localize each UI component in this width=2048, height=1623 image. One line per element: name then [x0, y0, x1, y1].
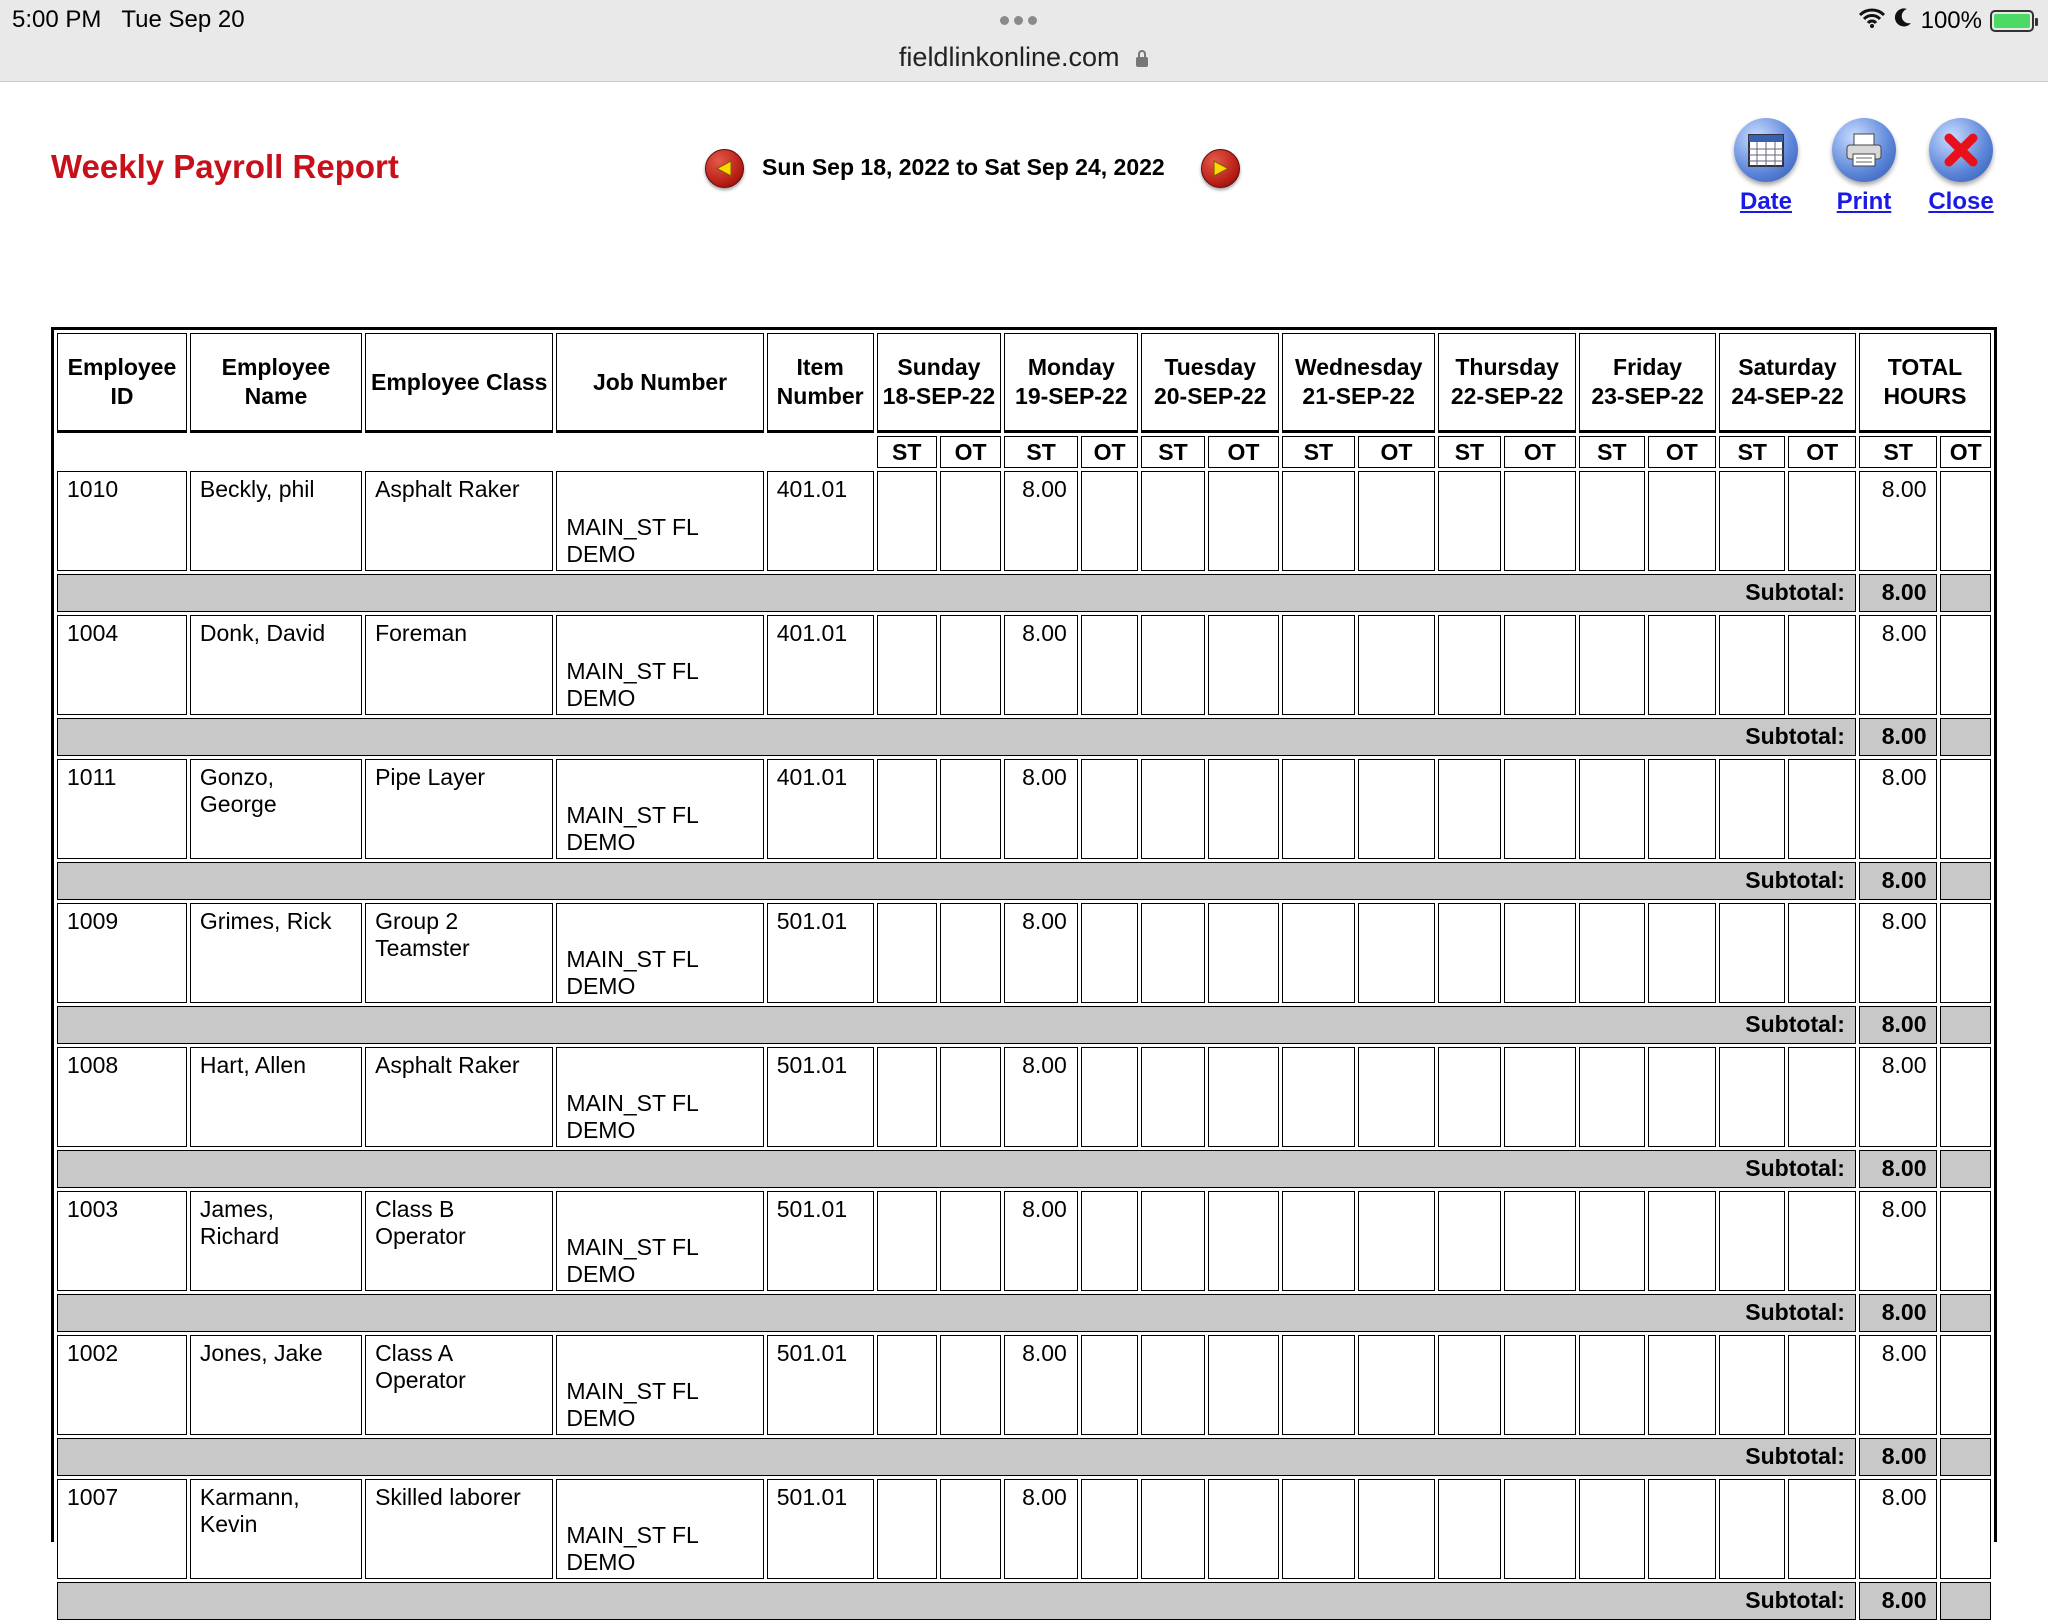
- subtotal-value: 8.00: [1859, 718, 1938, 756]
- col-total-hours: TOTAL HOURS: [1859, 333, 1991, 433]
- hours-cell: [940, 903, 1001, 1003]
- hours-cell: [1719, 1479, 1785, 1579]
- status-time: [12, 6, 245, 34]
- hours-cell: [1081, 903, 1138, 1003]
- subtotal-ot-value: [1940, 1438, 1991, 1476]
- header-row: [57, 333, 1991, 433]
- st-header: ST: [1141, 436, 1204, 468]
- employee-id-cell: 1004: [57, 615, 187, 715]
- table-row: [57, 1047, 1991, 1147]
- col-friday: Friday 23-SEP-22: [1579, 333, 1716, 433]
- hours-cell: [1504, 1191, 1577, 1291]
- col-wednesday: Wednesday 21-SEP-22: [1282, 333, 1435, 433]
- hours-cell: [1504, 759, 1577, 859]
- hours-cell: [1208, 1047, 1280, 1147]
- hours-cell: [1141, 1191, 1204, 1291]
- hours-cell: [1081, 1191, 1138, 1291]
- hours-cell: [1282, 471, 1354, 571]
- col-employee-id: Employee ID: [57, 333, 187, 433]
- printer-icon[interactable]: [1832, 118, 1896, 182]
- hours-cell: [1788, 1047, 1855, 1147]
- ot-header: OT: [940, 436, 1001, 468]
- col-item-number: Item Number: [767, 333, 874, 433]
- table-row: [57, 1191, 1991, 1291]
- hours-cell: [1141, 903, 1204, 1003]
- total-ot-cell: [1940, 1191, 1991, 1291]
- employee-class-cell: Asphalt Raker: [365, 471, 553, 571]
- employee-id-cell: 1008: [57, 1047, 187, 1147]
- employee-name-cell: Gonzo, George: [190, 759, 362, 859]
- employee-name-cell: Karmann, Kevin: [190, 1479, 362, 1579]
- job-number-cell: MAIN_ST FL DEMO: [556, 1191, 763, 1291]
- hours-cell: [1579, 471, 1644, 571]
- hours-cell: [1081, 471, 1138, 571]
- subtotal-value: 8.00: [1859, 862, 1938, 900]
- col-sunday: Sunday 18-SEP-22: [877, 333, 1002, 433]
- hours-cell: [1358, 903, 1436, 1003]
- col-employee-class: Employee Class: [365, 333, 553, 433]
- hours-cell: [1208, 759, 1280, 859]
- total-ot-cell: [1940, 471, 1991, 571]
- battery-percent: 100%: [1920, 7, 1982, 34]
- print-tool[interactable]: [1829, 118, 1899, 216]
- hours-cell: [1788, 471, 1855, 571]
- hours-cell: [1358, 1191, 1436, 1291]
- hours-cell: [1579, 1335, 1644, 1435]
- employee-id-cell: 1010: [57, 471, 187, 571]
- hours-cell: [877, 1191, 937, 1291]
- hours-cell: [1208, 1479, 1280, 1579]
- hours-cell: [1788, 1191, 1855, 1291]
- subtotal-ot-value: [1940, 1150, 1991, 1188]
- col-thursday: Thursday 22-SEP-22: [1438, 333, 1576, 433]
- hours-cell: [877, 471, 937, 571]
- hours-cell: [1081, 615, 1138, 715]
- col-job-number: Job Number: [556, 333, 763, 433]
- employee-class-cell: Group 2 Teamster: [365, 903, 553, 1003]
- payroll-table: [51, 327, 1997, 1613]
- total-ot-cell: [1940, 903, 1991, 1003]
- hours-cell: [1282, 615, 1354, 715]
- subtotal-ot-value: [1940, 1294, 1991, 1332]
- table-body: [57, 471, 1991, 1620]
- employee-id-cell: 1007: [57, 1479, 187, 1579]
- hours-cell: [940, 1191, 1001, 1291]
- hours-cell: [1208, 903, 1280, 1003]
- hours-cell: [1081, 759, 1138, 859]
- hours-cell: [1648, 1335, 1716, 1435]
- subtotal-ot-value: [1940, 1582, 1991, 1620]
- employee-name-cell: Jones, Jake: [190, 1335, 362, 1435]
- hours-cell: [1282, 759, 1354, 859]
- ot-header: OT: [1504, 436, 1577, 468]
- subtotal-row: [57, 1294, 1991, 1332]
- hours-cell: [1141, 1047, 1204, 1147]
- hours-cell: [1141, 615, 1204, 715]
- hours-cell: [1208, 1335, 1280, 1435]
- subtotal-row: [57, 1150, 1991, 1188]
- employee-name-cell: Donk, David: [190, 615, 362, 715]
- date-link[interactable]: Date: [1739, 188, 1793, 215]
- hours-cell: [1579, 1479, 1644, 1579]
- page-title: Weekly Payroll Report: [51, 148, 399, 185]
- subtotal-ot-value: [1940, 718, 1991, 756]
- total-ot-cell: [1940, 615, 1991, 715]
- hours-cell: [1438, 1047, 1500, 1147]
- browser-top-bar: [0, 0, 2048, 82]
- hours-cell: [1579, 903, 1644, 1003]
- total-st-cell: 8.00: [1859, 471, 1938, 571]
- employee-class-cell: Skilled laborer: [365, 1479, 553, 1579]
- hours-cell: [1282, 1479, 1354, 1579]
- hours-cell: [1358, 471, 1436, 571]
- hours-cell: [1648, 903, 1716, 1003]
- hours-cell: [1438, 1335, 1500, 1435]
- hours-cell: [1719, 759, 1785, 859]
- col-employee-name: Employee Name: [190, 333, 362, 433]
- print-link[interactable]: Print: [1836, 188, 1892, 215]
- total-ot-cell: [1940, 1047, 1991, 1147]
- hours-cell: [1579, 1047, 1644, 1147]
- hours-cell: [940, 759, 1001, 859]
- st-header: ST: [1859, 436, 1938, 468]
- subtotal-row: [57, 1006, 1991, 1044]
- hours-cell: [1282, 1191, 1354, 1291]
- monday-st-cell: 8.00: [1004, 903, 1078, 1003]
- col-monday: Monday 19-SEP-22: [1004, 333, 1138, 433]
- table-row: [57, 903, 1991, 1003]
- hours-cell: [1504, 903, 1577, 1003]
- item-number-cell: 401.01: [767, 615, 874, 715]
- arrow-left-icon: [712, 156, 737, 181]
- hours-cell: [1719, 1191, 1785, 1291]
- item-number-cell: 501.01: [767, 903, 874, 1003]
- wifi-icon: [1859, 7, 1885, 35]
- previous-week-button[interactable]: [705, 149, 744, 188]
- subtotal-row: [57, 862, 1991, 900]
- hours-cell: [1141, 1335, 1204, 1435]
- subtotal-value: 8.00: [1859, 574, 1938, 612]
- url-text[interactable]: fieldlinkonline.com: [898, 42, 1120, 72]
- subtotal-row: [57, 1582, 1991, 1620]
- hours-cell: [1719, 903, 1785, 1003]
- st-header: ST: [1282, 436, 1354, 468]
- subtotal-ot-value: [1940, 862, 1991, 900]
- subtotal-value: 8.00: [1859, 1006, 1938, 1044]
- employee-name-cell: Beckly, phil: [190, 471, 362, 571]
- employee-id-cell: 1009: [57, 903, 187, 1003]
- st-header: ST: [1438, 436, 1500, 468]
- hours-cell: [1504, 1335, 1577, 1435]
- close-tool[interactable]: [1926, 118, 1996, 216]
- hours-cell: [877, 903, 937, 1003]
- employee-class-cell: Class A Operator: [365, 1335, 553, 1435]
- ot-header: OT: [1358, 436, 1436, 468]
- ot-header: OT: [1648, 436, 1716, 468]
- status-indicators: [1859, 6, 2034, 36]
- item-number-cell: 501.01: [767, 1047, 874, 1147]
- total-st-cell: 8.00: [1859, 759, 1938, 859]
- employee-class-cell: Class B Operator: [365, 1191, 553, 1291]
- item-number-cell: 401.01: [767, 471, 874, 571]
- job-number-cell: MAIN_ST FL DEMO: [556, 759, 763, 859]
- st-ot-spacer: [57, 436, 874, 468]
- calendar-icon[interactable]: [1734, 118, 1798, 182]
- hours-cell: [1579, 1191, 1644, 1291]
- subtotal-row: [57, 1438, 1991, 1476]
- hours-cell: [1719, 615, 1785, 715]
- table-row: [57, 615, 1991, 715]
- employee-id-cell: 1003: [57, 1191, 187, 1291]
- hours-cell: [877, 1047, 937, 1147]
- job-number-cell: MAIN_ST FL DEMO: [556, 903, 763, 1003]
- close-link[interactable]: Close: [1928, 188, 1994, 215]
- hours-cell: [1141, 471, 1204, 571]
- hours-cell: [1358, 1335, 1436, 1435]
- hours-cell: [1208, 471, 1280, 571]
- job-number-cell: MAIN_ST FL DEMO: [556, 615, 763, 715]
- ot-header: OT: [1788, 436, 1855, 468]
- table-row: [57, 471, 1991, 571]
- hours-cell: [940, 1335, 1001, 1435]
- subtotal-label: Subtotal:: [57, 1150, 1856, 1188]
- battery-icon: [1990, 10, 2034, 32]
- date-range: Sun Sep 18, 2022 to Sat Sep 24, 2022: [762, 154, 1165, 180]
- job-number-cell: MAIN_ST FL DEMO: [556, 471, 763, 571]
- hours-cell: [1282, 1047, 1354, 1147]
- hours-cell: [1788, 759, 1855, 859]
- hours-cell: [940, 1047, 1001, 1147]
- job-number-cell: MAIN_ST FL DEMO: [556, 1335, 763, 1435]
- total-st-cell: 8.00: [1859, 615, 1938, 715]
- arrow-right-icon: [1208, 156, 1233, 181]
- next-week-button[interactable]: [1201, 149, 1240, 188]
- hours-cell: [877, 1335, 937, 1435]
- ot-header: OT: [1940, 436, 1991, 468]
- hours-cell: [1438, 615, 1500, 715]
- employee-name-cell: Hart, Allen: [190, 1047, 362, 1147]
- hours-cell: [1438, 903, 1500, 1003]
- hours-cell: [1579, 759, 1644, 859]
- hours-cell: [1358, 615, 1436, 715]
- subtotal-label: Subtotal:: [57, 1294, 1856, 1332]
- monday-st-cell: 8.00: [1004, 1479, 1078, 1579]
- ot-header: OT: [1081, 436, 1138, 468]
- total-st-cell: 8.00: [1859, 1479, 1938, 1579]
- hours-cell: [1504, 615, 1577, 715]
- hours-cell: [1282, 1335, 1354, 1435]
- total-st-cell: 8.00: [1859, 903, 1938, 1003]
- monday-st-cell: 8.00: [1004, 1335, 1078, 1435]
- hours-cell: [1358, 1047, 1436, 1147]
- monday-st-cell: 8.00: [1004, 471, 1078, 571]
- employee-class-cell: Asphalt Raker: [365, 1047, 553, 1147]
- st-header: ST: [1719, 436, 1785, 468]
- hours-cell: [1282, 903, 1354, 1003]
- payroll-grid: [54, 330, 1994, 1623]
- hours-cell: [1141, 759, 1204, 859]
- multitasking-dots-icon[interactable]: [1000, 12, 1048, 36]
- monday-st-cell: 8.00: [1004, 759, 1078, 859]
- table-row: [57, 1479, 1991, 1579]
- hours-cell: [1648, 471, 1716, 571]
- hours-cell: [1788, 1479, 1855, 1579]
- employee-id-cell: 1011: [57, 759, 187, 859]
- hours-cell: [1719, 1335, 1785, 1435]
- subtotal-label: Subtotal:: [57, 718, 1856, 756]
- hours-cell: [1648, 1479, 1716, 1579]
- subtotal-value: 8.00: [1859, 1294, 1938, 1332]
- total-ot-cell: [1940, 1479, 1991, 1579]
- status-date: Tue Sep 20: [121, 6, 245, 33]
- hours-cell: [1719, 471, 1785, 571]
- employee-class-cell: Pipe Layer: [365, 759, 553, 859]
- monday-st-cell: 8.00: [1004, 1047, 1078, 1147]
- total-st-cell: 8.00: [1859, 1047, 1938, 1147]
- hours-cell: [1788, 903, 1855, 1003]
- st-header: ST: [1004, 436, 1078, 468]
- job-number-cell: MAIN_ST FL DEMO: [556, 1047, 763, 1147]
- subtotal-row: [57, 718, 1991, 756]
- table-row: [57, 759, 1991, 859]
- hours-cell: [1081, 1047, 1138, 1147]
- hours-cell: [1504, 1047, 1577, 1147]
- total-ot-cell: [1940, 1335, 1991, 1435]
- employee-class-cell: Foreman: [365, 615, 553, 715]
- hours-cell: [1648, 1191, 1716, 1291]
- hours-cell: [940, 615, 1001, 715]
- status-clock: 5:00 PM: [12, 6, 102, 33]
- total-st-cell: 8.00: [1859, 1191, 1938, 1291]
- col-tuesday: Tuesday 20-SEP-22: [1141, 333, 1279, 433]
- subtotal-label: Subtotal:: [57, 862, 1856, 900]
- item-number-cell: 501.01: [767, 1335, 874, 1435]
- hours-cell: [1438, 1191, 1500, 1291]
- total-st-cell: 8.00: [1859, 1335, 1938, 1435]
- hours-cell: [1081, 1479, 1138, 1579]
- item-number-cell: 501.01: [767, 1191, 874, 1291]
- monday-st-cell: 8.00: [1004, 615, 1078, 715]
- hours-cell: [1358, 759, 1436, 859]
- hours-cell: [1208, 1191, 1280, 1291]
- hours-cell: [1788, 615, 1855, 715]
- hours-cell: [1504, 1479, 1577, 1579]
- table-row: [57, 1335, 1991, 1435]
- hours-cell: [1358, 1479, 1436, 1579]
- st-header: ST: [1579, 436, 1644, 468]
- st-ot-header-row: [57, 436, 1991, 468]
- hours-cell: [1141, 1479, 1204, 1579]
- moon-icon: [1893, 7, 1913, 36]
- hours-cell: [1081, 1335, 1138, 1435]
- hours-cell: [1208, 615, 1280, 715]
- monday-st-cell: 8.00: [1004, 1191, 1078, 1291]
- hours-cell: [1648, 1047, 1716, 1147]
- hours-cell: [940, 1479, 1001, 1579]
- hours-cell: [1719, 1047, 1785, 1147]
- hours-cell: [940, 471, 1001, 571]
- col-saturday: Saturday 24-SEP-22: [1719, 333, 1856, 433]
- lock-icon: [1135, 43, 1149, 74]
- subtotal-label: Subtotal:: [57, 1582, 1856, 1620]
- subtotal-label: Subtotal:: [57, 1438, 1856, 1476]
- ot-header: OT: [1208, 436, 1280, 468]
- hours-cell: [1504, 471, 1577, 571]
- hours-cell: [1579, 615, 1644, 715]
- hours-cell: [1438, 1479, 1500, 1579]
- hours-cell: [1788, 1335, 1855, 1435]
- subtotal-label: Subtotal:: [57, 574, 1856, 612]
- hours-cell: [1438, 471, 1500, 571]
- item-number-cell: 501.01: [767, 1479, 874, 1579]
- hours-cell: [877, 1479, 937, 1579]
- subtotal-value: 8.00: [1859, 1150, 1938, 1188]
- hours-cell: [877, 615, 937, 715]
- subtotal-value: 8.00: [1859, 1582, 1938, 1620]
- st-header: ST: [877, 436, 937, 468]
- employee-id-cell: 1002: [57, 1335, 187, 1435]
- subtotal-row: [57, 574, 1991, 612]
- close-icon[interactable]: [1929, 118, 1993, 182]
- hours-cell: [877, 759, 937, 859]
- employee-name-cell: Grimes, Rick: [190, 903, 362, 1003]
- subtotal-ot-value: [1940, 1006, 1991, 1044]
- item-number-cell: 401.01: [767, 759, 874, 859]
- job-number-cell: MAIN_ST FL DEMO: [556, 1479, 763, 1579]
- address-bar[interactable]: [0, 42, 2048, 74]
- subtotal-label: Subtotal:: [57, 1006, 1856, 1044]
- total-ot-cell: [1940, 759, 1991, 859]
- hours-cell: [1648, 759, 1716, 859]
- subtotal-ot-value: [1940, 574, 1991, 612]
- subtotal-value: 8.00: [1859, 1438, 1938, 1476]
- hours-cell: [1648, 615, 1716, 715]
- hours-cell: [1438, 759, 1500, 859]
- employee-name-cell: James, Richard: [190, 1191, 362, 1291]
- date-tool[interactable]: [1731, 118, 1801, 216]
